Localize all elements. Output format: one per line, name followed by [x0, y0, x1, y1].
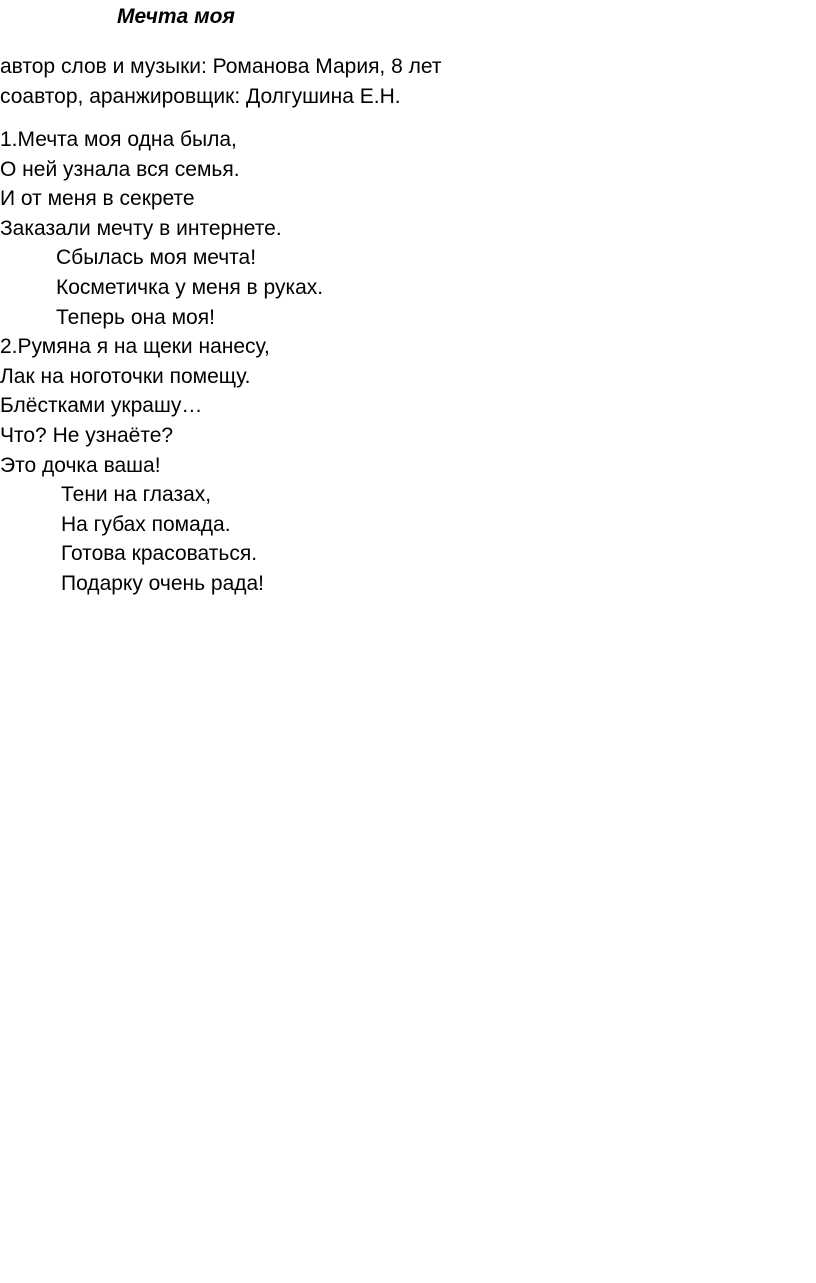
verse-2-line: Это дочка ваша!	[0, 453, 161, 477]
song-title: Мечта моя	[117, 5, 235, 28]
verse-1-line: 1.Мечта моя одна была,	[0, 128, 237, 151]
credits-block	[0, 52, 441, 111]
chorus-2-line: Тени на глазах,	[61, 483, 212, 507]
verse-2-line: Лак на ноготочки помещу.	[0, 364, 251, 388]
lyrics-block	[0, 125, 323, 599]
verse-1-line: Заказали мечту в интернете.	[0, 216, 282, 240]
verse-2-line: Блёстками украшу…	[0, 394, 203, 418]
verse-1-line: И от меня в секрете	[0, 187, 195, 211]
credit-author: автор слов и музыки: Романова Мария, 8 лет	[0, 55, 442, 78]
verse-1	[0, 125, 323, 332]
verse-2	[0, 332, 323, 598]
chorus-1-line: Теперь она моя!	[56, 305, 215, 329]
verse-2-line: 2.Румяна я на щеки нанесу,	[0, 335, 270, 359]
verse-1-line: О ней узнала вся семья.	[0, 157, 240, 181]
chorus-2-line: На губах помада.	[61, 512, 231, 536]
verse-2-line: Что? Не узнаёте?	[0, 423, 174, 447]
chorus-2-line: Готова красоваться.	[61, 542, 258, 566]
chorus-2-line: Подарку очень рада!	[61, 571, 265, 595]
chorus-1-line: Косметичка у меня в руках.	[56, 275, 324, 299]
chorus-1-line: Сбылась моя мечта!	[56, 246, 257, 270]
credit-coauthor: соавтор, аранжировщик: Долгушина Е.Н.	[0, 84, 401, 108]
